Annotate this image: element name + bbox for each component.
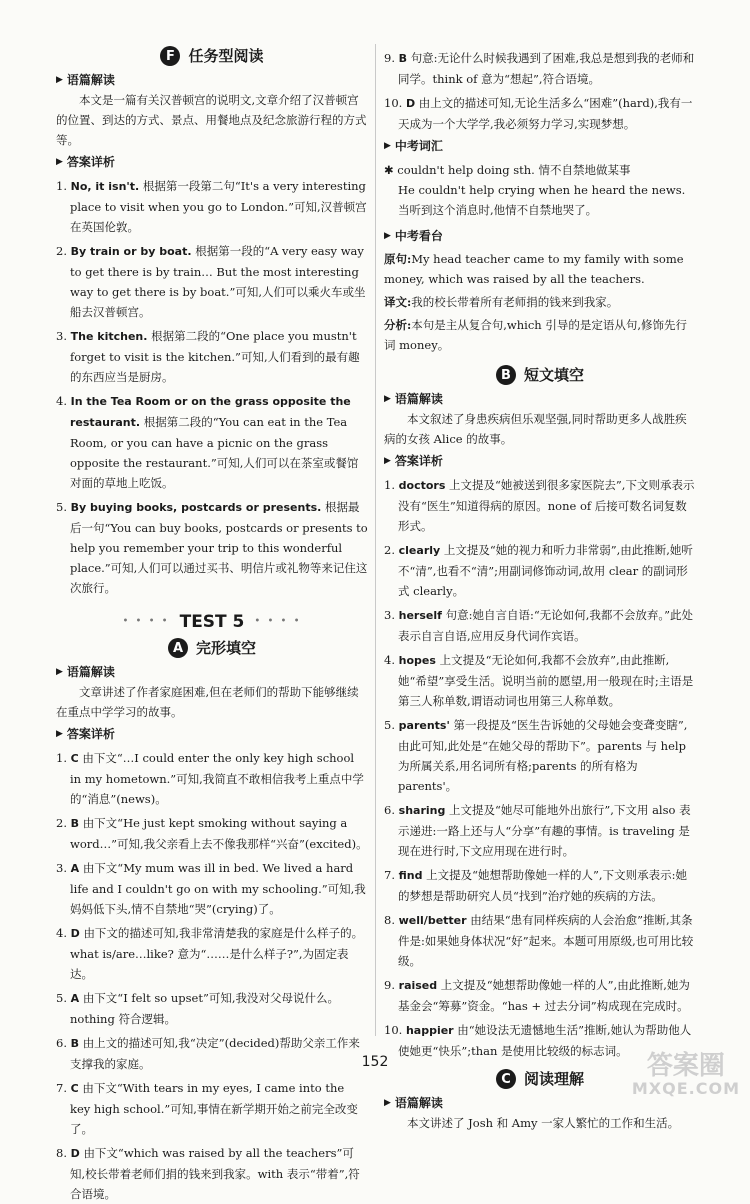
section-c-title: 阅读理解: [523, 1070, 584, 1088]
answer-item: [56, 326, 368, 387]
triangle-icon: ▶: [56, 75, 63, 85]
answer-item: [384, 975, 696, 1016]
item-explanation: 上文提及“她尽可能地外出旅行”,下文用 also 表示递进:一路上还与人“分享”有趣的事情。is traveling 是现在进行时,下文应用现在进行时。: [398, 803, 691, 858]
item-answer: No, it isn't.: [70, 180, 140, 193]
answer-item: [56, 241, 368, 322]
section-f-title: 任务型阅读: [188, 47, 264, 65]
item-answer: The kitchen.: [70, 330, 148, 343]
triangle-icon: ▶: [56, 729, 63, 739]
item-explanation: 由下文“I felt so upset”可知,我没对父母说什么。nothing 符合逻辑。: [70, 991, 340, 1026]
item-number: 1.: [56, 179, 67, 193]
item-answer: D: [405, 97, 416, 110]
item-explanation: 根据第一段的“A very easy way to get there is by train… But the most interesting way to get there is by boat.”可知,人们可以乘火车或坐船去汉普顿宫。: [70, 244, 366, 319]
item-explanation: 由“她设法无遗憾地生活”推断,她认为帮助他人使她更“快乐”;than 是使用比较级的标志词。: [398, 1023, 692, 1058]
item-number: 2.: [384, 543, 395, 557]
item-answer: herself: [398, 609, 442, 622]
answer-item: [384, 650, 696, 711]
item-number: 10.: [384, 1023, 403, 1037]
section-a-badge: A: [168, 638, 188, 658]
watermark-logo: 答案圈 MXQE.COM: [631, 1051, 740, 1098]
item-answer: In the Tea Room or on the grass opposite the restaurant.: [70, 395, 351, 429]
answer-item: [56, 497, 368, 598]
answer-item: [56, 176, 368, 237]
item-explanation: 上文提及“她被送到很多家医院去”,下文则承表示没有“医生”知道得病的原因。none of 后接可数名词复数形式。: [398, 478, 695, 533]
item-number: 5.: [56, 991, 67, 1005]
item-number: 3.: [56, 861, 67, 875]
answer-item: [56, 858, 368, 919]
item-explanation: 第一段提及“医生告诉她的父母她会变聋变瞎”,由此可知,此处是“在她父母的帮助下”。parents 与 help 为所属关系,用名词所有格;parents 的所有格为 parents'。: [398, 718, 688, 793]
answer-item: [384, 475, 696, 536]
section-c-badge: C: [496, 1069, 516, 1089]
item-explanation: 由上文的描述可知,无论生活多么“困难”(hard),我有一天成为一个大学学,我必须努力学习,实现梦想。: [398, 96, 693, 131]
item-explanation: 根据最后一句“You can buy books, postcards or presents to help you remember your trip to this wonderful place.”可知,人们可以通过买书、明信片或礼物等来记住这次旅行。: [70, 500, 368, 595]
right-column: [384, 44, 696, 1133]
triangle-icon: ▶: [384, 141, 391, 151]
item-explanation: 由下文“My mum was ill in bed. We lived a hard life and I couldn't go on with my schooling.”可知,我妈妈低下头,情不自禁地“哭”(crying)了。: [70, 861, 366, 916]
triangle-icon: ▶: [384, 231, 391, 241]
item-explanation: 由下文“With tears in my eyes, I came into the key high school.”可知,事情在新学期开始之前完全改变了。: [70, 1081, 358, 1136]
item-number: 8.: [56, 1146, 67, 1160]
item-explanation: 根据第一段第二句“It's a very interesting place to visit when you go to London.”可知,汉普顿宫在英国伦敦。: [70, 179, 367, 234]
item-number: 4.: [384, 653, 395, 667]
subheading: ▶ 答案详析: [56, 724, 368, 744]
item-number: 4.: [56, 394, 67, 408]
item-number: 3.: [56, 329, 67, 343]
answer-list: [384, 475, 696, 1061]
item-number: 5.: [384, 718, 395, 732]
answer-item: [384, 715, 696, 796]
item-explanation: 根据第二段的“One place you mustn't forget to visit is the kitchen.”可知,人们看到的最有趣的东西应当是厨房。: [70, 329, 360, 384]
item-answer: find: [398, 869, 423, 882]
item-answer: By train or by boat.: [70, 245, 192, 258]
exam-analysis: 分析:本句是主从复合句,which 引导的是定语从句,修饰先行词 money。: [384, 318, 687, 352]
answer-item: [384, 800, 696, 861]
item-explanation: 上文提及“她的视力和听力非常弱”,由此推断,她听不“清”,也看不“清”;用副词修饰动词,故用 clear 的副词形式 clearly。: [398, 543, 693, 598]
item-number: 9.: [384, 978, 395, 992]
item-answer: D: [70, 1147, 80, 1160]
answer-item: [56, 988, 368, 1029]
answer-item: [56, 748, 368, 809]
item-answer: doctors: [398, 479, 446, 492]
triangle-icon: ▶: [384, 456, 391, 466]
subheading: ▶ 语篇解读: [56, 662, 368, 682]
item-explanation: 上文提及“她想帮助像她一样的人”,下文则承表示:她的梦想是帮助研究人员“找到”治疗她的疾病的方法。: [398, 868, 687, 903]
answer-item: [56, 391, 368, 493]
item-number: 5.: [56, 500, 67, 514]
subheading: ▶ 答案详析: [56, 152, 368, 172]
section-f-badge: F: [160, 46, 180, 66]
subheading: ▶ 答案详析: [384, 451, 696, 471]
item-explanation: 上文提及“她想帮助像她一样的人”,由此推断,她为基金会“筹募”资金。“has + 过去分词”构成现在完成时。: [398, 978, 690, 1013]
left-column: [56, 44, 368, 1204]
subheading: ▶ 中考词汇: [384, 136, 696, 156]
vocab-example: He couldn't help crying when he heard the news.: [398, 183, 686, 197]
answer-list: [56, 176, 368, 598]
item-number: 1.: [384, 478, 395, 492]
section-a-header: [56, 638, 368, 658]
section-b-badge: B: [496, 365, 516, 385]
item-answer: B: [398, 52, 408, 65]
item-answer: B: [70, 1037, 80, 1050]
answer-item: [56, 1078, 368, 1139]
subheading: ▶ 语篇解读: [384, 389, 696, 409]
item-number: 10.: [384, 96, 403, 110]
passage-summary: 本文叙述了身患疾病但乐观坚强,同时帮助更多人战胜疾病的女孩 Alice 的故事。: [384, 412, 687, 446]
exam-original: 原句:My head teacher came to my family with some money, which was raised by all the teachers.: [384, 252, 684, 286]
section-a-title: 完形填空: [195, 639, 256, 657]
page-number: 152: [361, 1054, 389, 1070]
item-explanation: 由下文“…I could enter the only key high school in my hometown.”可知,我简直不敢相信我考上重点中学的“消息”(news)。: [70, 751, 364, 806]
item-explanation: 由上文的描述可知,我“决定”(decided)帮助父亲工作来支撑我的家庭。: [70, 1036, 360, 1071]
item-explanation: 句意:她自言自语:“无论如何,我都不会放弃。”此处表示自言自语,应用反身代词作宾语。: [398, 608, 693, 643]
passage-summary: 文章讲述了作者家庭困难,但在老师们的帮助下能够继续在重点中学学习的故事。: [56, 685, 359, 719]
vocab-translation: 当听到这个消息时,他情不自禁地哭了。: [398, 203, 598, 217]
triangle-icon: ▶: [56, 157, 63, 167]
item-explanation: 由下文“He just kept smoking without saying a word…”可知,我父亲看上去不像我那样“兴奋”(excited)。: [70, 816, 368, 851]
item-explanation: 根据第二段的“You can eat in the Tea Room, or you can have a picnic on the grass opposite the restaurant.”可知,人们可以在茶室或餐馆对面的草地上吃饭。: [70, 415, 359, 490]
decorative-dots: • • • •: [122, 616, 170, 627]
test-header: [56, 612, 368, 632]
passage-summary: 本文讲述了 Josh 和 Amy 一家人繁忙的工作和生活。: [407, 1116, 680, 1130]
answer-list: [56, 748, 368, 1204]
vocab-phrase: ✱ couldn't help doing sth. 情不自禁地做某事: [384, 163, 631, 177]
item-number: 6.: [56, 1036, 67, 1050]
triangle-icon: ▶: [384, 394, 391, 404]
item-number: 1.: [56, 751, 67, 765]
item-number: 2.: [56, 816, 67, 830]
passage-summary: 本文是一篇有关汉普顿宫的说明文,文章介绍了汉普顿宫的位置、到达的方式、景点、用餐地点及纪念旅游行程的方式等。: [56, 93, 367, 147]
subheading: ▶ 语篇解读: [384, 1093, 696, 1113]
item-number: 2.: [56, 244, 67, 258]
answer-item: [56, 923, 368, 984]
triangle-icon: ▶: [56, 667, 63, 677]
item-number: 4.: [56, 926, 67, 940]
item-answer: D: [70, 927, 80, 940]
column-divider: [375, 44, 376, 1036]
item-answer: C: [70, 752, 79, 765]
item-answer: A: [70, 862, 80, 875]
section-b-title: 短文填空: [523, 366, 584, 384]
item-answer: A: [70, 992, 80, 1005]
answer-item: [384, 605, 696, 646]
item-explanation: 由下文“which was raised by all the teachers”可知,校长带着老师们捐的钱来到我家。with 表示“带着”,符合语境。: [70, 1146, 360, 1201]
item-answer: sharing: [398, 804, 446, 817]
item-explanation: 上文提及“无论如何,我都不会放弃”,由此推断,她“希望”享受生活。说明当前的愿望,用一般现在时;主语是第三人称单数,谓语动词也用第三人称单数。: [398, 653, 694, 708]
item-number: 7.: [384, 868, 395, 882]
item-answer: raised: [398, 979, 438, 992]
answer-item: [56, 1143, 368, 1204]
answer-item: [56, 813, 368, 854]
item-answer: C: [70, 1082, 79, 1095]
triangle-icon: ▶: [384, 1098, 391, 1108]
item-explanation: 句意:无论什么时候我遇到了困难,我总是想到我的老师和同学。think of 意为“想起”,符合语境。: [398, 51, 695, 86]
star-icon: ✱: [384, 163, 394, 177]
subheading: ▶ 语篇解读: [56, 70, 368, 90]
section-f-header: [56, 46, 368, 66]
answer-item: [384, 93, 696, 134]
item-answer: hopes: [398, 654, 436, 667]
answer-item: [384, 48, 696, 89]
item-number: 8.: [384, 913, 395, 927]
subheading: ▶ 中考看台: [384, 226, 696, 246]
decorative-dots: • • • •: [254, 616, 302, 627]
exam-translation: 译文:我的校长带着所有老师捐的钱来到我家。: [384, 295, 619, 309]
item-number: 9.: [384, 51, 395, 65]
answer-item: [384, 865, 696, 906]
item-number: 3.: [384, 608, 395, 622]
answer-item: [384, 910, 696, 971]
item-answer: By buying books, postcards or presents.: [70, 501, 322, 514]
answer-item: [384, 540, 696, 601]
answer-list-continued: [384, 48, 696, 134]
item-answer: parents': [398, 719, 450, 732]
item-explanation: 由下文的描述可知,我非常清楚我的家庭是什么样子的。what is/are…like? 意为“……是什么样子?”,为固定表达。: [70, 926, 364, 981]
section-b-header: [384, 365, 696, 385]
item-answer: well/better: [398, 914, 467, 927]
item-explanation: 由结果“患有同样疾病的人会治愈”推断,其条件是:如果她身体状况“好”起来。本题可用原级,也可用比较级。: [398, 913, 694, 968]
item-answer: happier: [405, 1024, 454, 1037]
item-number: 7.: [56, 1081, 67, 1095]
item-answer: B: [70, 817, 80, 830]
test-title: TEST 5: [179, 612, 245, 632]
item-number: 6.: [384, 803, 395, 817]
item-answer: clearly: [398, 544, 441, 557]
